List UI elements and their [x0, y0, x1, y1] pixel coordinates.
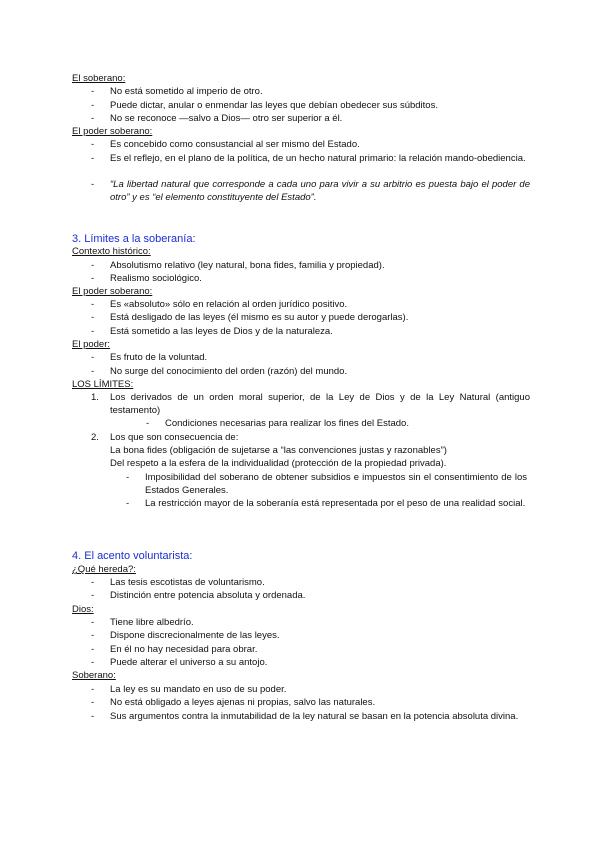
bullet-marker: -: [91, 352, 95, 363]
bullet-marker: -: [91, 617, 95, 628]
list-item-text: Sus argumentos contra la inmutabilidad de la ley natural se basan en la potencia absoluta divina.: [110, 711, 519, 722]
bullet-marker: -: [91, 312, 95, 323]
bullet-marker: -: [91, 644, 95, 655]
list-item: [91, 100, 530, 113]
numbered-item-text: Los que son consecuencia de:: [110, 432, 239, 443]
list-item: [91, 352, 530, 365]
bullet-marker: -: [126, 472, 130, 483]
bullet-marker: -: [91, 179, 95, 190]
heading-el-poder-soberano: El poder soberano:: [72, 126, 153, 137]
bullet-marker: -: [91, 273, 95, 284]
list-item: [91, 273, 530, 286]
section-title-acento-voluntarista: 4. El acento voluntarista:: [72, 550, 193, 562]
section-title-limites: 3. Límites a la soberanía:: [72, 233, 196, 245]
bullet-marker: -: [91, 697, 95, 708]
bullet-marker: -: [91, 684, 95, 695]
list-item: [91, 86, 530, 99]
list-item: [91, 113, 530, 126]
bullet-marker: -: [91, 326, 95, 337]
list-item-text: Está desligado de las leyes (él mismo es su autor y puede derogarlas).: [110, 312, 409, 323]
list-item: [91, 697, 530, 710]
heading-soberano: Soberano:: [72, 670, 116, 681]
list-item-text: Puede dictar, anular o enmendar las leyes que debían obedecer sus súbditos.: [110, 100, 438, 111]
bullet-marker: -: [91, 139, 95, 150]
bullet-marker: -: [91, 100, 95, 111]
sub-list-item: [126, 472, 527, 497]
list-item: [91, 617, 530, 630]
bullet-marker: -: [91, 657, 95, 668]
list-item: [91, 684, 530, 697]
list-item: [91, 260, 530, 273]
bullet-marker: -: [91, 299, 95, 310]
numbered-item: [91, 392, 530, 417]
list-item: [91, 326, 530, 339]
list-item: [91, 139, 530, 152]
numbered-item-text: Los derivados de un orden moral superior, de la Ley de Dios y de la Ley Natural (antiguo testamento): [110, 392, 530, 416]
list-item-text: En él no hay necesidad para obrar.: [110, 644, 258, 655]
bullet-marker: -: [91, 366, 95, 377]
bullet-marker: -: [126, 498, 130, 509]
bullet-marker: -: [91, 113, 95, 124]
list-item: [91, 312, 530, 325]
list-item-text: Realismo sociológico.: [110, 273, 202, 284]
list-item: [91, 577, 530, 590]
bullet-marker: -: [91, 260, 95, 271]
list-item: [91, 153, 530, 166]
item-number: 1.: [91, 392, 99, 403]
heading-el-poder: El poder:: [72, 339, 111, 350]
heading-que-hereda: ¿Qué hereda?:: [72, 564, 136, 575]
sub-list-item-text: Imposibilidad del soberano de obtener subsidios e impuestos sin el consentimiento de los Estados Generales.: [145, 472, 527, 496]
bullet-marker: -: [146, 418, 150, 429]
list-item-text: Las tesis escotistas de voluntarismo.: [110, 577, 265, 588]
list-item: [91, 366, 530, 379]
list-item-text: No surge del conocimiento del orden (razón) del mundo.: [110, 366, 348, 377]
list-item-text: Es concebido como consustancial al ser mismo del Estado.: [110, 139, 360, 150]
sub-list-item-text: Condiciones necesarias para realizar los fines del Estado.: [165, 418, 409, 429]
bullet-marker: -: [91, 711, 95, 722]
list-item-text: No está sometido al imperio de otro.: [110, 86, 263, 97]
heading-dios: Dios:: [72, 604, 94, 615]
sub-list-item-text: La restricción mayor de la soberanía está representada por el peso de una realidad social.: [145, 498, 526, 509]
paragraph-line: Del respeto a la esfera de la individualidad (protección de la propiedad privada).: [110, 458, 447, 469]
list-item: [91, 630, 530, 643]
bullet-marker: -: [91, 153, 95, 164]
heading-los-limites: LOS LÍMITES:: [72, 379, 134, 390]
numbered-item: [91, 432, 530, 445]
list-item-text: Es el reflejo, en el plano de la política, de un hecho natural primario: la relación mando-obediencia.: [110, 153, 526, 164]
bullet-marker: -: [91, 86, 95, 97]
list-item: [91, 299, 530, 312]
list-item: [91, 590, 530, 603]
bullet-marker: -: [91, 577, 95, 588]
list-item: [91, 644, 530, 657]
list-item-quote: [91, 179, 530, 204]
paragraph-line: La bona fides (obligación de sujetarse a “las convenciones justas y razonables”): [110, 445, 447, 456]
list-item-text: Es «absoluto» sólo en relación al orden jurídico positivo.: [110, 299, 348, 310]
list-item: [91, 711, 530, 724]
list-item-text: La ley es su mandato en uso de su poder.: [110, 684, 287, 695]
list-item-text: Dispone discrecionalmente de las leyes.: [110, 630, 280, 641]
list-item-text: “La libertad natural que corresponde a cada uno para vivir a su arbitrio es puesta bajo el poder de otro” y es “el elemento constituyente del Estado”.: [110, 179, 530, 203]
sub-list-item: [126, 498, 527, 511]
heading-contexto-historico: Contexto histórico:: [72, 246, 151, 257]
item-number: 2.: [91, 432, 99, 443]
list-item-text: No se reconoce —salvo a Dios— otro ser superior a él.: [110, 113, 343, 124]
list-item-text: No está obligado a leyes ajenas ni propias, salvo las naturales.: [110, 697, 376, 708]
list-item-text: Es fruto de la voluntad.: [110, 352, 208, 363]
list-item-text: Distinción entre potencia absoluta y ordenada.: [110, 590, 306, 601]
bullet-marker: -: [91, 590, 95, 601]
list-item-text: Absolutismo relativo (ley natural, bona fides, familia y propiedad).: [110, 260, 385, 271]
sub-list-item: [146, 418, 525, 431]
heading-el-soberano: El soberano:: [72, 73, 126, 84]
list-item-text: Tiene libre albedrío.: [110, 617, 194, 628]
list-item-text: Puede alterar el universo a su antojo.: [110, 657, 268, 668]
heading-el-poder-soberano-2: El poder soberano:: [72, 286, 153, 297]
bullet-marker: -: [91, 630, 95, 641]
list-item: [91, 657, 530, 670]
list-item-text: Está sometido a las leyes de Dios y de la naturaleza.: [110, 326, 333, 337]
